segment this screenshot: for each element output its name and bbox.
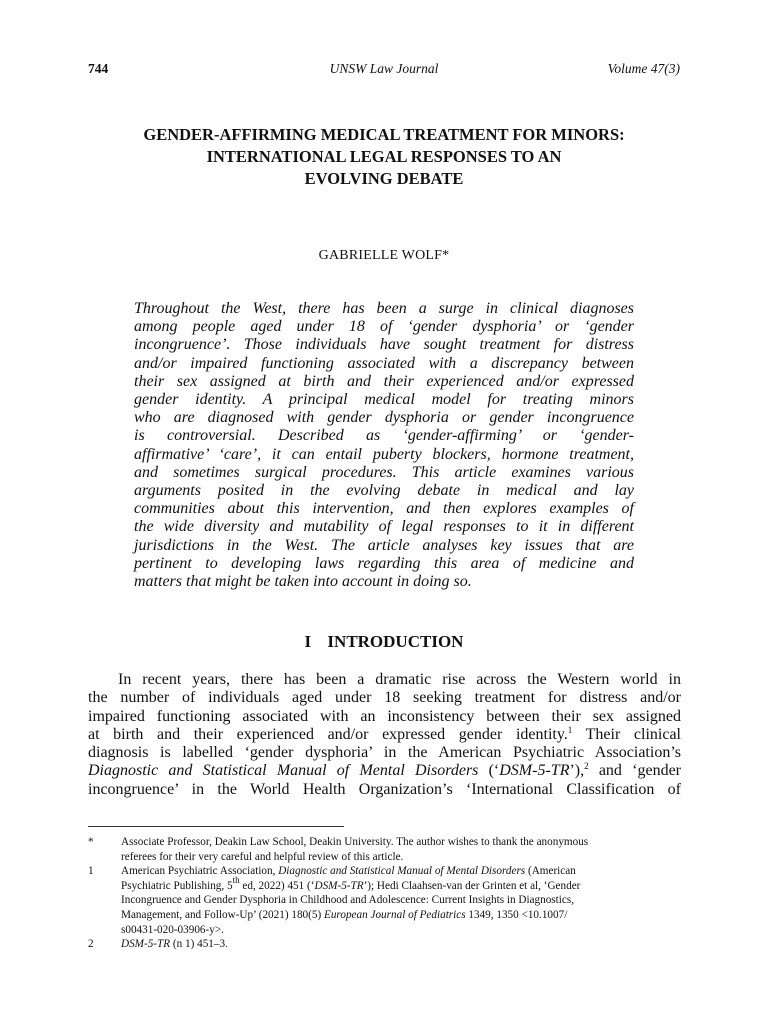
- footnote-text: Management, and Follow-Up’ (2021) 180(5): [121, 908, 324, 921]
- footnote-line: [121, 864, 680, 879]
- body-line: the number of individuals aged under 18 seeking treatment for distress and/or: [88, 689, 681, 707]
- book-title: Diagnostic and Statistical Manual of Mental Disorders: [88, 762, 479, 780]
- body-line: In recent years, there has been a dramatic rise across the Western world in: [118, 671, 681, 688]
- footnote-mark: 1: [88, 865, 94, 878]
- abstract-line: arguments posited in the evolving debate in medical and lay: [134, 482, 634, 500]
- journal-name: UNSW Law Journal: [329, 61, 439, 76]
- footnote-line: [121, 937, 680, 952]
- abstract-line: and/or impaired functioning associated with a discrepancy between: [134, 354, 634, 372]
- footnote-text: (n 1) 451–3.: [170, 938, 228, 951]
- abstract-line: matters that might be taken into account in doing so.: [134, 573, 472, 591]
- body-line: diagnosis is labelled ‘gender dysphoria’ in the American Psychiatric Association’s: [88, 744, 681, 762]
- footnote-italic: DSM-5-TR: [314, 879, 364, 892]
- title-line: GENDER-AFFIRMING MEDICAL TREATMENT FOR MINORS:: [143, 125, 625, 144]
- body-line: [88, 726, 681, 744]
- title-line: INTERNATIONAL LEGAL RESPONSES TO AN: [206, 147, 562, 166]
- footnote-line: Incongruence and Gender Dysphoria in Childhood and Adolescence: Current Insights in Diagnostics,: [121, 894, 574, 907]
- body-line: incongruence’ in the World Health Organization’s ‘International Classification of: [88, 780, 681, 798]
- footnote-mark: 2: [88, 938, 94, 951]
- abstract-line: gender identity. A principal medical model for treating minors: [134, 391, 634, 409]
- body-text-span: Their clinical: [572, 725, 681, 743]
- footnote-text: Psychiatric Publishing, 5: [121, 879, 233, 892]
- author-name: GABRIELLE WOLF*: [318, 248, 450, 263]
- footnote-mark: *: [88, 836, 94, 848]
- footnote-1: [88, 864, 680, 937]
- footnote-2: [88, 937, 680, 952]
- footnote-line: [121, 908, 680, 923]
- footnote-line[interactable]: s00431-020-03906-y>.: [121, 923, 224, 936]
- section-heading: [88, 632, 680, 652]
- abstract-line: jurisdictions in the West. The article analyses key issues that are: [134, 536, 634, 554]
- abstract-line: is controversial. Described as ‘gender-affirming’ or ‘gender-: [134, 427, 634, 445]
- footnote-ref-1[interactable]: 1: [567, 724, 573, 735]
- footnote-link[interactable]: 1349, 1350 <10.1007/: [465, 908, 568, 921]
- body-text-span: and ‘gender: [588, 762, 681, 780]
- abstract-line: pertinent to developing laws regarding this area of medicine and: [134, 554, 634, 572]
- volume-label: Volume 47(3): [607, 61, 680, 76]
- footnotes: [88, 835, 680, 952]
- footnote-text: American Psychiatric Association,: [121, 865, 279, 878]
- article-title: [88, 124, 680, 190]
- footnote-line: Associate Professor, Deakin Law School, Deakin University. The author wishes to thank the anonymous: [121, 836, 589, 848]
- footnote-line: [121, 874, 680, 894]
- body-line: impaired functioning associated with an inconsistency between their sex assigned: [88, 707, 681, 725]
- page-number: 744: [88, 61, 109, 76]
- abstract-line: who are diagnosed with gender dysphoria or gender incongruence: [134, 409, 634, 427]
- footnote-divider: [88, 826, 344, 827]
- abstract-line: Throughout the West, there has been a surge in clinical diagnoses: [134, 300, 634, 317]
- footnote-star: [88, 835, 680, 864]
- footnote-italic: DSM-5-TR: [121, 938, 171, 951]
- abstract-line: their sex assigned at birth and their experienced and/or expressed: [134, 372, 634, 390]
- footnote-ref-2[interactable]: 2: [584, 761, 589, 772]
- abstract-line: incongruence’. Those individuals have sought treatment for distress: [134, 336, 634, 354]
- section-number: I: [304, 632, 312, 651]
- footnote-line: referees for their very careful and helpful review of this article.: [121, 850, 404, 863]
- body-text-span: (‘: [478, 762, 500, 780]
- abbrev-dsm: DSM-5-TR: [499, 762, 570, 780]
- section-title: INTRODUCTION: [327, 632, 464, 651]
- footnote-italic: Diagnostic and Statistical Manual of Mental Disorders: [278, 865, 526, 878]
- footnote-superscript: th: [232, 874, 240, 885]
- footnote-italic: European Journal of Pediatrics: [324, 908, 466, 921]
- body-text-span: ’),: [569, 762, 585, 780]
- abstract-line: affirmative’ ‘care’, it can entail puberty blockers, hormone treatment,: [134, 445, 634, 463]
- body-line: [88, 762, 681, 780]
- footnote-text: (American: [525, 865, 576, 878]
- body-text-span: at birth and their experienced and/or expressed gender identity.: [88, 725, 568, 743]
- abstract: [134, 300, 634, 591]
- running-header: [88, 61, 680, 79]
- abstract-line: among people aged under 18 of ‘gender dysphoria’ or ‘gender: [134, 318, 634, 336]
- body-paragraph: [88, 671, 681, 799]
- abstract-line: and sometimes surgical procedures. This article examines various: [134, 463, 634, 481]
- abstract-line: the wide diversity and mutability of legal responses to it in different: [134, 518, 634, 536]
- footnote-text: ’); Hedi Claahsen-van der Grinten et al, ‘Gender: [363, 879, 581, 892]
- footnote-text: ed, 2022) 451 (‘: [239, 879, 315, 892]
- title-line: EVOLVING DEBATE: [304, 169, 464, 188]
- abstract-line: communities about this intervention, and then explores examples of: [134, 500, 634, 518]
